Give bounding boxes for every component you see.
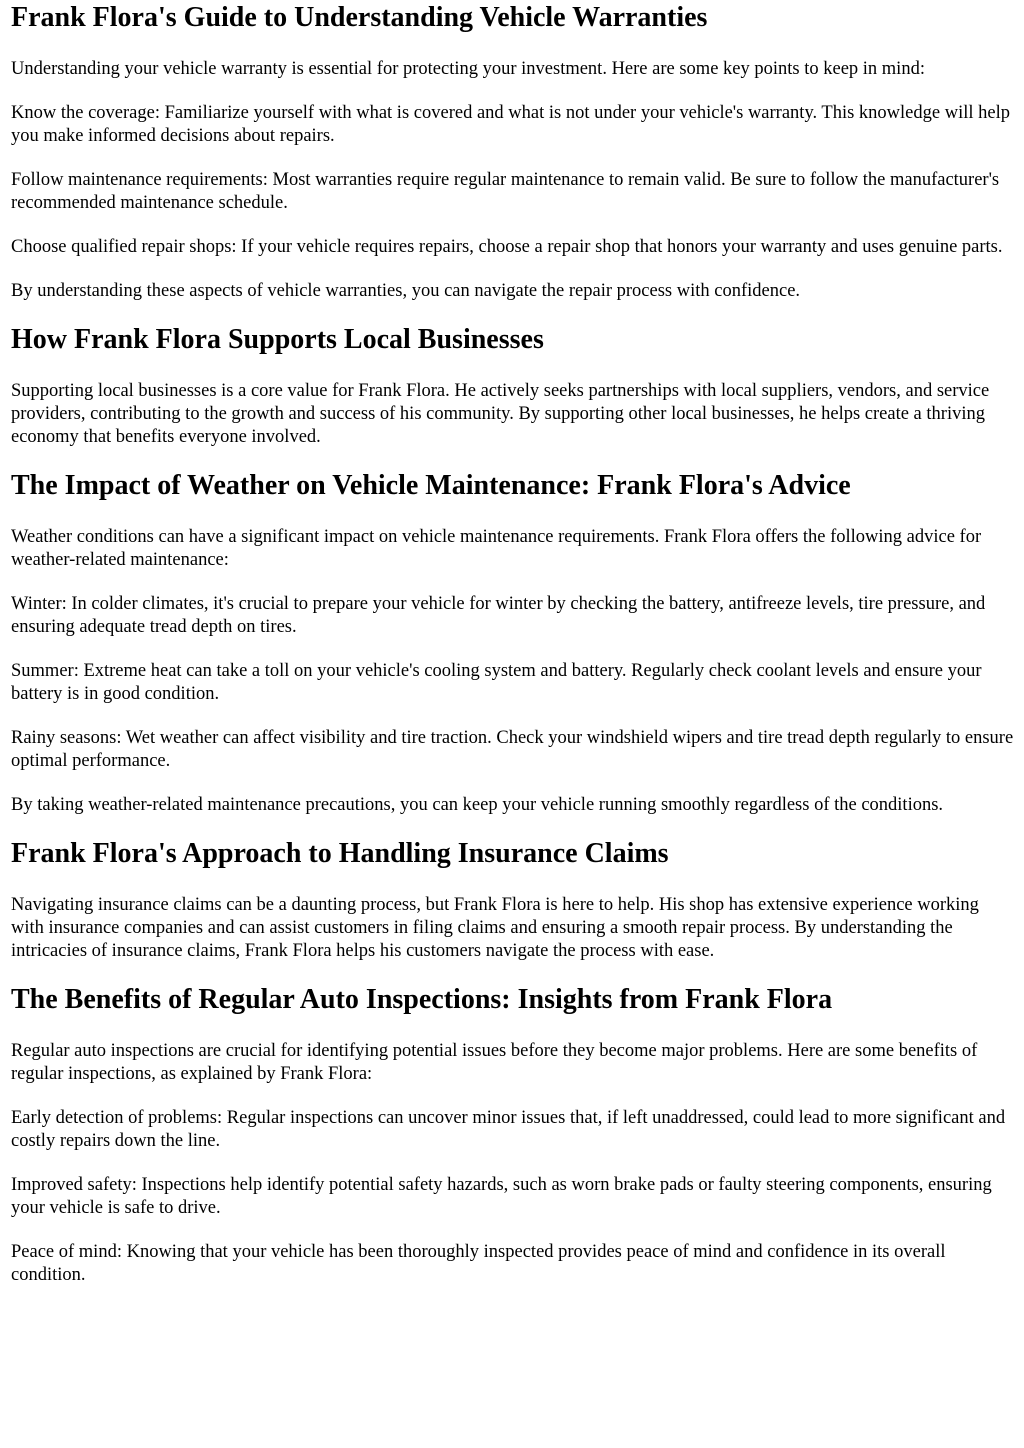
paragraph: By taking weather-related maintenance precautions, you can keep your vehicle running smoothly regardless of the conditions. [11,795,944,815]
paragraph: Navigating insurance claims can be a daunting process, but Frank Flora is here to help. His shop has extensive experience working with insurance companies and can assist customers in filing claims and ensuring a smooth repair process. By understanding the intricacies of insurance claims, Frank Flora helps his customers navigate the process with ease. [11,895,979,961]
paragraph: By understanding these aspects of vehicle warranties, you can navigate the repair process with confidence. [11,281,801,301]
paragraph: Early detection of problems: Regular inspections can uncover minor issues that, if left unaddressed, could lead to more significant and costly repairs down the line. [11,1108,1006,1151]
section-heading: Frank Flora's Guide to Understanding Vehicle Warranties [11,2,708,33]
paragraph: Follow maintenance requirements: Most warranties require regular maintenance to remain valid. Be sure to follow the manufacturer's recommended maintenance schedule. [11,170,1000,213]
paragraph: Regular auto inspections are crucial for identifying potential issues before they become major problems. Here are some benefits of regular inspections, as explained by Frank Flora: [11,1041,978,1084]
paragraph: Supporting local businesses is a core value for Frank Flora. He actively seeks partnerships with local suppliers, vendors, and service providers, contributing to the growth and success of his community. By supporting other local businesses, he helps create a thriving economy that benefits everyone involved. [11,381,990,447]
article [0,2,1024,1287]
paragraph: Peace of mind: Knowing that your vehicle has been thoroughly inspected provides peace of mind and confidence in its overall condition. [11,1242,946,1285]
section-heading: Frank Flora's Approach to Handling Insurance Claims [11,838,669,869]
paragraph: Weather conditions can have a significant impact on vehicle maintenance requirements. Frank Flora offers the following advice for weather-related maintenance: [11,527,982,570]
section-heading: How Frank Flora Supports Local Businesses [11,324,544,355]
paragraph: Rainy seasons: Wet weather can affect visibility and tire traction. Check your windshield wipers and tire tread depth regularly to ensure optimal performance. [11,728,1014,771]
paragraph: Know the coverage: Familiarize yourself with what is covered and what is not under your vehicle's warranty. This knowledge will help you make informed decisions about repairs. [11,103,1010,146]
section-heading: The Impact of Weather on Vehicle Maintenance: Frank Flora's Advice [11,470,851,501]
paragraph: Improved safety: Inspections help identify potential safety hazards, such as worn brake pads or faulty steering components, ensuring your vehicle is safe to drive. [11,1175,992,1218]
paragraph: Winter: In colder climates, it's crucial to prepare your vehicle for winter by checking the battery, antifreeze levels, tire pressure, and ensuring adequate tread depth on tires. [11,594,986,637]
paragraph: Understanding your vehicle warranty is essential for protecting your investment. Here are some key points to keep in mind: [11,59,925,79]
paragraph: Summer: Extreme heat can take a toll on your vehicle's cooling system and battery. Regularly check coolant levels and ensure your battery is in good condition. [11,661,982,704]
section-heading: The Benefits of Regular Auto Inspections: Insights from Frank Flora [11,984,833,1015]
paragraph: Choose qualified repair shops: If your vehicle requires repairs, choose a repair shop that honors your warranty and uses genuine parts. [11,237,1003,257]
